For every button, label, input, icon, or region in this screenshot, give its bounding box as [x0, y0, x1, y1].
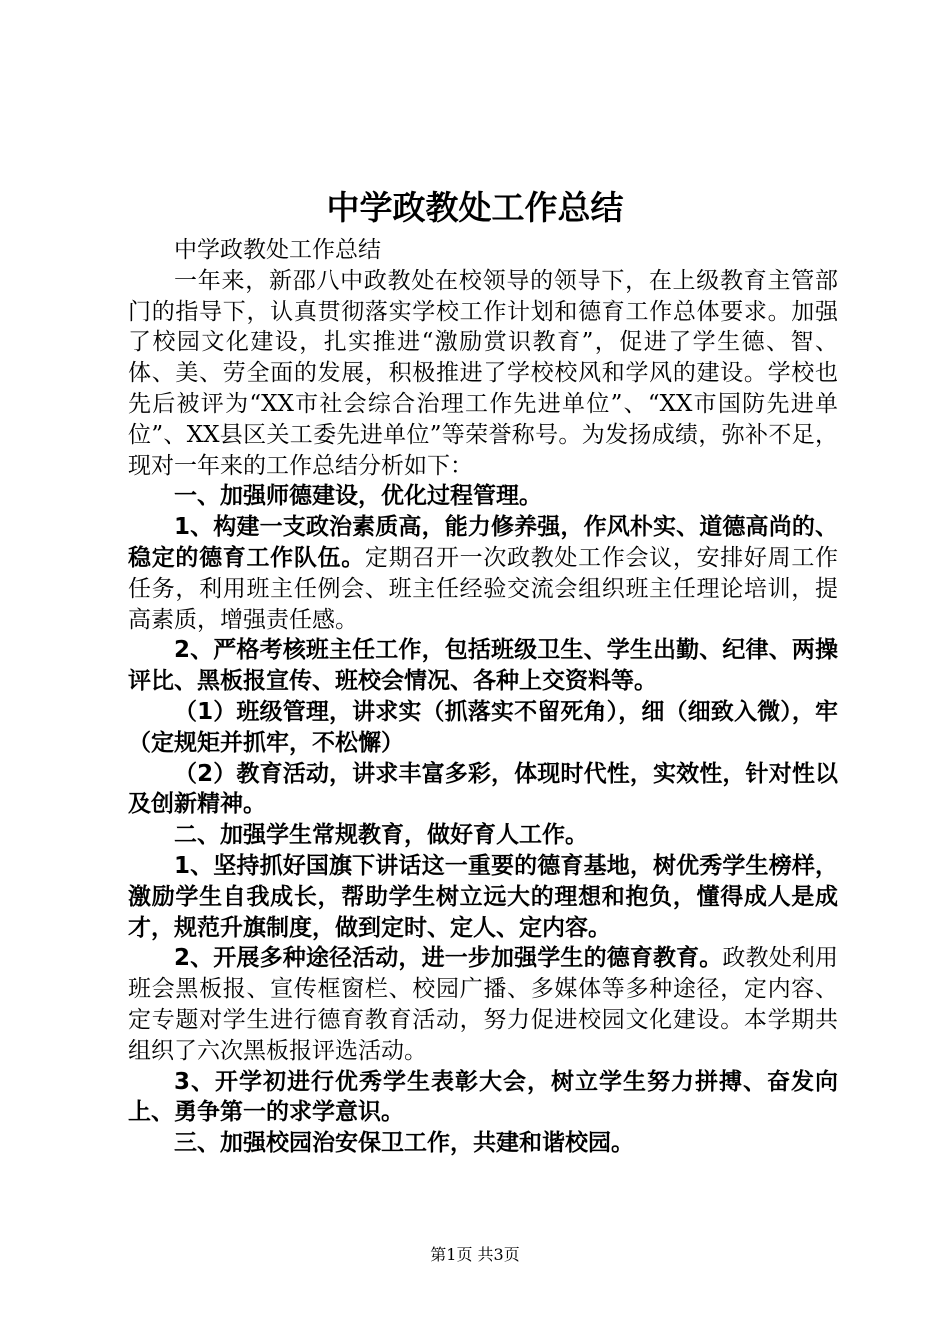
section-2-heading: 二、加强学生常规教育，做好育人工作。 — [174, 822, 588, 849]
intro-paragraph: 一年来，新邵八中政教处在校领导的领导下，在上级教育主管部门的指导下，认真贯彻落实学校工作计划和德育工作总体要求。加强了校园文化建设，扎实推进“激励赏识教育”，促进了学生德、智、体、美、劳全面的发展，积极推进了学校校风和学风的建设。学校也先后被评为“XX市社会综合治理工作先进单位”、“XX市国防先进单位”、XX县区关工委先进单位”等荣誉称号。为发扬成绩，弥补不足，现对一年来的工作总结分析如下： — [128, 267, 838, 479]
document-body — [128, 235, 838, 1159]
section-1-item-2-sub-2: （2）教育活动，讲求丰富多彩，体现时代性，实效性，针对性以及创新精神。 — [128, 760, 838, 818]
section-2-item-2-body: 政教处利用班会黑板报、宣传框窗栏、校园广播、多媒体等多种途径，定内容、定专题对学生进行德育教育活动，努力促进校园文化建设。本学期共组织了六次黑板报评选活动。 — [128, 945, 838, 1064]
section-2-item-2-lead: 2、开展多种途径活动，进一步加强学生的德育教育。 — [174, 945, 723, 972]
section-3-heading: 三、加强校园治安保卫工作，共建和谐校园。 — [174, 1130, 634, 1157]
section-1-heading: 一、加强师德建设，优化过程管理。 — [174, 483, 542, 510]
page-footer: 第1页 共3页 — [430, 1245, 520, 1264]
document-title: 中学政教处工作总结 — [326, 188, 624, 227]
section-1-item-1 — [128, 512, 838, 635]
section-2-item-3: 3、开学初进行优秀学生表彰大会，树立学生努力拼搏、奋发向上、勇争第一的求学意识。 — [128, 1068, 838, 1126]
section-1-item-2-sub-1: （1）班级管理，讲求实（抓落实不留死角），细（细致入微），牢（定规矩并抓牢，不松懈） — [128, 698, 838, 756]
section-2-item-1: 1、坚持抓好国旗下讲话这一重要的德育基地，树优秀学生榜样，激励学生自我成长，帮助学生树立远大的理想和抱负，懂得成人是成才，规范升旗制度，做到定时、定人、定内容。 — [128, 852, 838, 941]
section-1-item-2: 2、严格考核班主任工作，包括班级卫生、学生出勤、纪律、两操评比、黑板报宣传、班校会情况、各种上交资料等。 — [128, 637, 838, 695]
section-2-item-2 — [128, 943, 838, 1066]
section-1-item-1-body: 定期召开一次政教处工作会议，安排好周工作任务，利用班主任例会、班主任经验交流会组织班主任理论培训，提高素质，增强责任感。 — [128, 544, 839, 633]
document-subtitle: 中学政教处工作总结 — [174, 237, 381, 263]
section-1-item-1-lead: 1、构建一支政治素质高，能力修养强，作风朴实、道德高尚的、稳定的德育工作队伍。 — [128, 514, 838, 571]
